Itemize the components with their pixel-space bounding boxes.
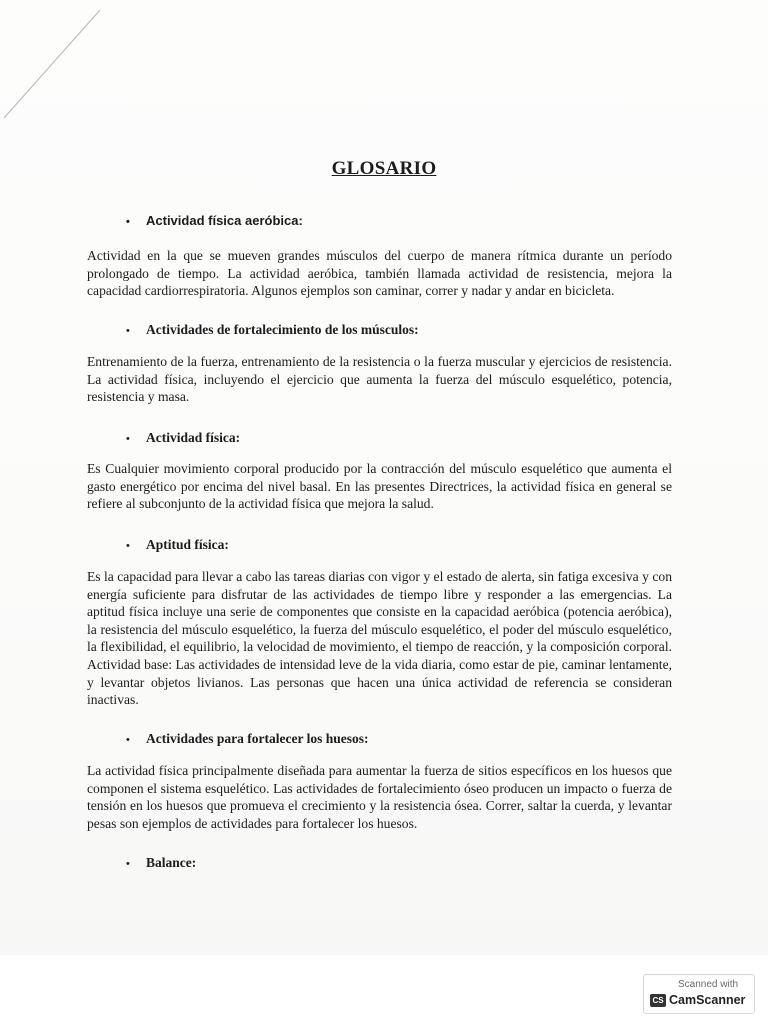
bullet: • <box>126 858 130 870</box>
watermark-caption: Scanned with <box>678 979 739 990</box>
bullet: • <box>126 734 130 746</box>
glossary-term <box>126 322 419 338</box>
camscanner-watermark <box>643 974 755 1014</box>
term-definition: La actividad física principalmente diseñada para aumentar la fuerza de sitios específicos en los huesos que componen el sistema esquelético. Las actividades de fortalecimiento óseo producen un impacto o fuerza de tensión en los huesos que promueva el crecimiento y la resistencia ósea. Correr, saltar la cuerda, y levantar pesas son ejemplos de actividades para fortalecer los huesos. <box>87 763 672 831</box>
term-label: Actividades para fortalecer los huesos: <box>146 731 369 746</box>
watermark-brand: CamScanner <box>669 993 746 1007</box>
term-label: Aptitud física: <box>146 537 229 552</box>
bullet: • <box>126 540 130 552</box>
term-label: Actividades de fortalecimiento de los músculos: <box>146 322 419 337</box>
camscanner-logo-icon: CS <box>650 994 666 1007</box>
glossary-term <box>126 430 240 446</box>
glossary-term <box>126 731 368 747</box>
glossary-term <box>126 855 196 871</box>
glossary-term <box>126 537 229 553</box>
bullet: • <box>126 433 130 445</box>
term-definition: Es la capacidad para llevar a cabo las tareas diarias con vigor y el estado de alerta, sin fatiga excesiva y con energía suficiente para disfrutar de las actividades de tiempo libre y responder a las emergencias. La aptitud física incluye una serie de componentes que consiste en la capacidad aeróbica (potencia aeróbica), la resistencia del músculo esquelético, la fuerza del músculo esquelético, el poder del músculo esquelético, la flexibilidad, el equilibrio, la velocidad de movimiento, el tiempo de reacción, y la composición corporal. Actividad base: Las actividades de intensidad leve de la vida diaria, como estar de pie, caminar lentamente, y levantar objetos livianos. Las personas que hacen una única actividad de referencia se consideran inactivas. <box>87 569 672 708</box>
bullet: • <box>126 216 130 228</box>
term-definition: Es Cualquier movimiento corporal producido por la contracción del músculo esquelético que aumenta el gasto energético por encima del nivel basal. En las presentes Directrices, la actividad física en general se refiere al subconjunto de la actividad física que mejora la salud. <box>87 461 672 512</box>
fold-line-graphic <box>0 0 110 130</box>
term-definition: Entrenamiento de la fuerza, entrenamiento de la resistencia o la fuerza muscular y ejercicios de resistencia. La actividad física, incluyendo el ejercicio que aumenta la fuerza del músculo esquelético, potencia, resistencia y masa. <box>87 354 672 405</box>
bullet: • <box>126 325 130 337</box>
term-label: Balance: <box>146 855 197 870</box>
glossary-term <box>126 213 303 228</box>
term-label: Actividad física aeróbica: <box>146 213 303 228</box>
term-definition: Actividad en la que se mueven grandes músculos del cuerpo de manera rítmica durante un período prolongado de tiempo. La actividad aeróbica, también llamada actividad de resistencia, mejora la capacidad cardiorrespiratoria. Algunos ejemplos son caminar, correr y nadar y andar en bicicleta. <box>87 248 672 299</box>
term-label: Actividad física: <box>146 430 241 445</box>
page-title: GLOSARIO <box>331 158 437 179</box>
